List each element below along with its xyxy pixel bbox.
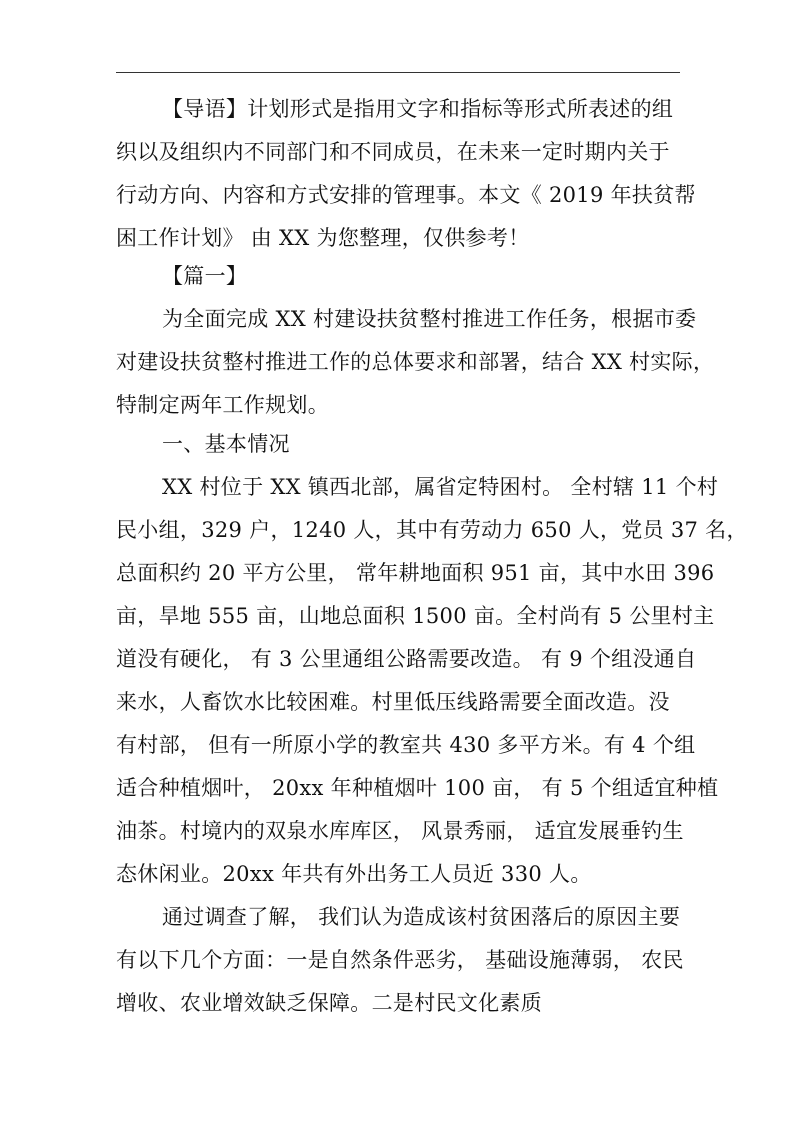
paragraph-line: 民小组，329 户，1240 人，其中有劳动力 650 人，党员 37 名， xyxy=(116,518,748,542)
paragraph-line: 总面积约 20 平方公里， 常年耕地面积 951 亩，其中水田 396 xyxy=(116,561,715,585)
paragraph-line: 来水，人畜饮水比较困难。村里低压线路需要全面改造。没 xyxy=(116,690,670,714)
paragraph-line: 特制定两年工作规划。 xyxy=(116,393,329,417)
paragraph-line: 对建设扶贫整村推进工作的总体要求和部署，结合 XX 村实际， xyxy=(116,350,715,374)
paragraph-line: 【导语】计划形式是指用文字和指标等形式所表述的组 xyxy=(162,97,674,121)
subsection-heading: 一、基本情况 xyxy=(162,432,290,456)
paragraph-line: 有以下几个方面：一是自然条件恶劣， 基础设施薄弱， 农民 xyxy=(116,948,684,972)
paragraph-line: 行动方向、内容和方式安排的管理事。本文《 2019 年扶贫帮 xyxy=(116,183,696,207)
header-rule xyxy=(116,72,680,73)
paragraph-line: 态休闲业。20xx 年共有外出务工人员近 330 人。 xyxy=(116,862,592,886)
paragraph-line: 织以及组织内不同部门和不同成员，在未来一定时期内关于 xyxy=(116,140,670,164)
paragraph-line: 道没有硬化， 有 3 公里通组公路需要改造。 有 9 个组没通自 xyxy=(116,647,697,671)
section-heading: 【篇一】 xyxy=(162,264,248,288)
paragraph-line: 困工作计划》 由 XX 为您整理，仅供参考！ xyxy=(116,226,530,250)
paragraph-line: 为全面完成 XX 村建设扶贫整村推进工作任务，根据市委 xyxy=(162,307,697,331)
paragraph-line: 增收、农业增效缺乏保障。二是村民文化素质 xyxy=(116,991,542,1015)
paragraph-line: 有村部， 但有一所原小学的教室共 430 多平方米。有 4 个组 xyxy=(116,733,696,757)
paragraph-line: 油茶。村境内的双泉水库库区， 风景秀丽， 适宜发展垂钓生 xyxy=(116,819,684,843)
paragraph-line: XX 村位于 XX 镇西北部，属省定特困村。 全村辖 11 个村 xyxy=(162,475,719,499)
paragraph-line: 通过调查了解， 我们认为造成该村贫困落后的原因主要 xyxy=(162,905,681,929)
paragraph-line: 亩，旱地 555 亩，山地总面积 1500 亩。全村尚有 5 公里村主 xyxy=(116,604,715,628)
paragraph-line: 适合种植烟叶， 20xx 年种植烟叶 100 亩， 有 5 个组适宜种植 xyxy=(116,776,719,800)
